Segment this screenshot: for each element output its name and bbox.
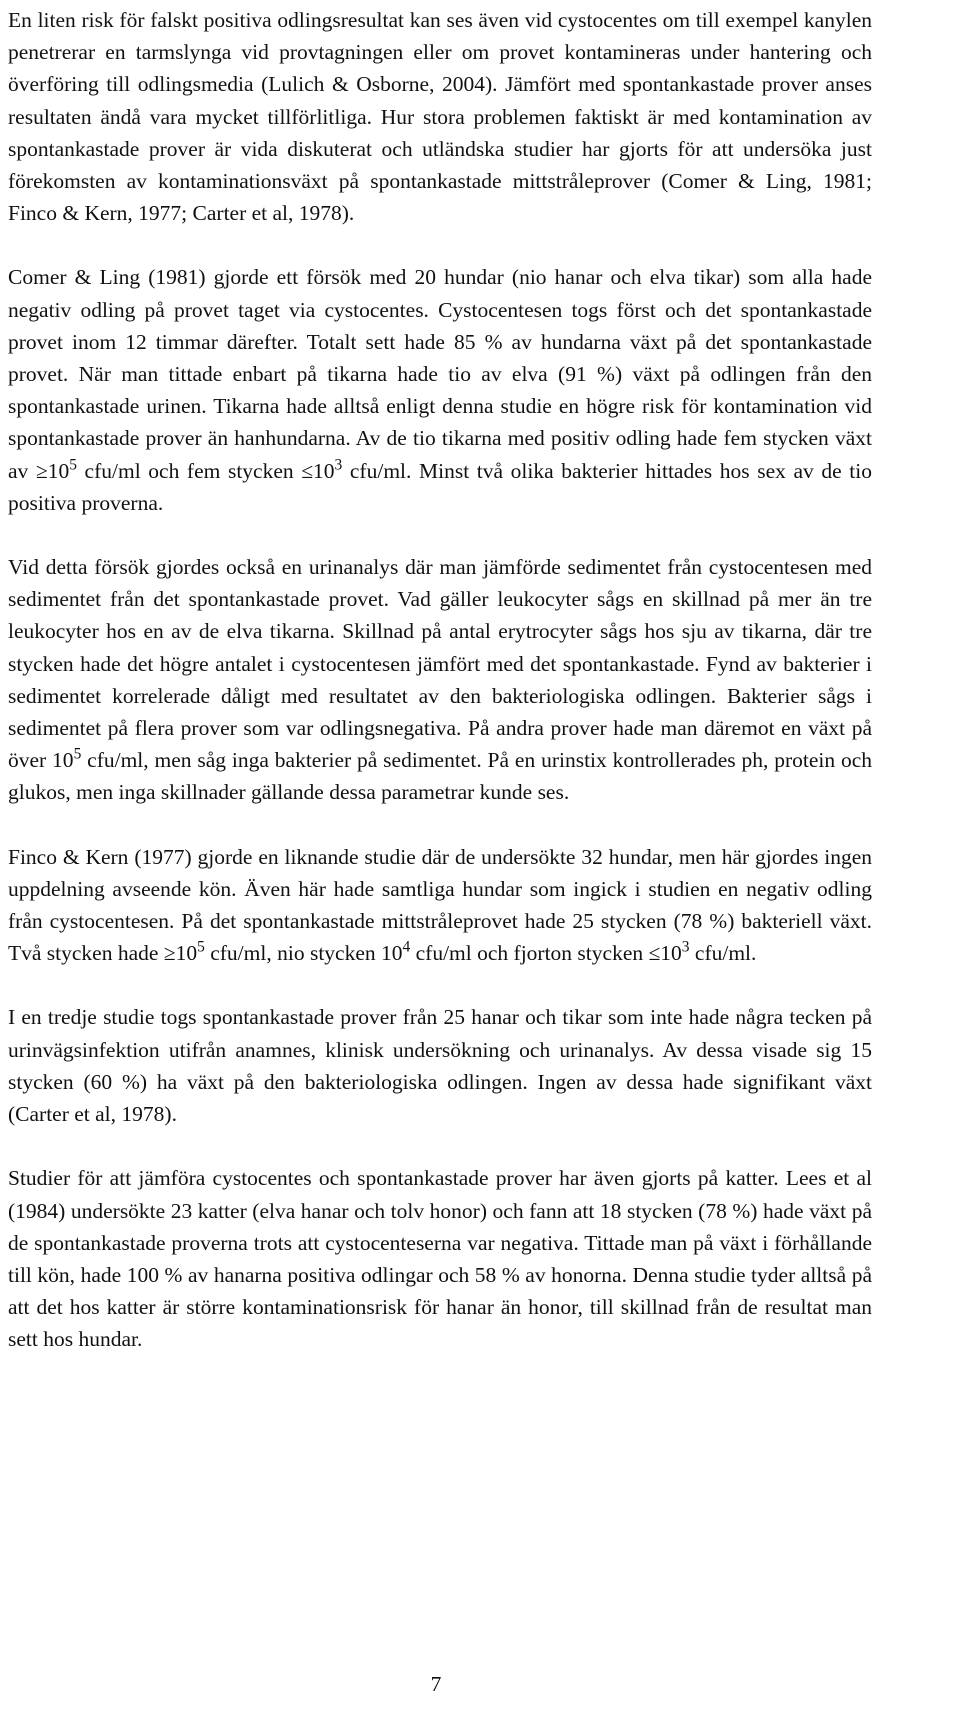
superscript-exponent: 5 xyxy=(197,938,205,956)
text-segment: cfu/ml. Minst två olika bakterier hittades hos sex av de tio positiva proverna. xyxy=(8,458,872,515)
text-segment: cfu/ml och fjorton stycken ≤10 xyxy=(410,941,682,966)
paragraph-urinalysis-comparison xyxy=(8,551,872,809)
text-segment: En liten risk för falskt positiva odlingsresultat kan ses även vid cystocentes om till exempel kanylen penetrerar en tarmslynga vid provtagningen eller om provet kontamineras under hantering och överföring till odlingsmedia (Lulich & Osborne, 2004). Jämfört med spontankastade prover anses resultaten ändå vara mycket tillförlitliga. Hur stora problemen faktiskt är med kontamination av spontankastade prover är vida diskuterat och utländska studier har gjorts för att undersöka just förekomsten av kontaminationsväxt på spontankastade mittstråleprover (Comer & Ling, 1981; Finco & Kern, 1977; Carter et al, 1978). xyxy=(8,8,872,226)
paragraph-third-study xyxy=(8,1001,872,1130)
text-segment: cfu/ml, men såg inga bakterier på sedimentet. På en urinstix kontrollerades ph, protein och glukos, men inga skillnader gällande dessa parametrar kunde ses. xyxy=(8,748,872,805)
paragraph-finco-kern-study xyxy=(8,841,872,970)
superscript-exponent: 5 xyxy=(73,745,82,763)
superscript-exponent: 5 xyxy=(69,456,77,474)
text-segment: Finco & Kern (1977) gjorde en liknande studie där de undersökte 32 hundar, men här gjordes ingen uppdelning avseende kön. Även här hade samtliga hundar som ingick i studien en negativ odling från cystocentesen. På det spontankastade mittstråleprovet hade 25 stycken (78 %) bakteriell växt. Två stycken hade ≥10 xyxy=(8,844,872,966)
text-segment: Vid detta försök gjordes också en urinanalys där man jämförde sedimentet från cystocentesen med sedimentet från det spontankastade provet. Vad gäller leukocyter sågs en skillnad på mer än tre leukocyter hos en av de elva tikarna. Skillnad på antal erytrocyter sågs hos sju av tikarna, där tre stycken hade det högre antalet i cystocentesen jämfört med det spontankastade. Fynd av bakterier i sedimentet korrelerade dåligt med resultatet av den bakteriologiska odlingen. Bakterier sågs i sedimentet på flera prover som var odlingsnegativa. På andra prover hade man däremot en växt på över 10 xyxy=(8,555,872,773)
page-number: 7 xyxy=(430,1672,442,1696)
text-segment: cfu/ml, nio stycken 10 xyxy=(204,941,403,966)
superscript-exponent: 4 xyxy=(402,938,411,956)
text-segment: cfu/ml och fem stycken ≤10 xyxy=(76,458,335,483)
text-segment: I en tredje studie togs spontankastade prover från 25 hanar och tikar som inte hade några tecken på urinvägsinfektion utifrån anamnes, klinisk undersökning och urinanalys. Av dessa visade sig 15 stycken (60 %) ha växt på den bakteriologiska odlingen. Ingen av dessa hade signifikant växt (Carter et al, 1978). xyxy=(8,1005,872,1127)
paragraph-comer-ling-study xyxy=(8,261,872,519)
text-segment: Studier för att jämföra cystocentes och spontankastade prover har även gjorts på katter. Lees et al (1984) undersökte 23 katter (elva hanar och tolv honor) och fann att 18 stycken (78 %) hade växt på de spontankastade proverna trots att cystocenteserna var negativa. Tittade man på växt i förhållande till kön, hade 100 % av hanarna positiva odlingar och 58 % av honorna. Denna studie tyder alltså på att det hos katter är större kontaminationsrisk för hanar än honor, till skillnad från de resultat man sett hos hundar. xyxy=(8,1166,872,1352)
text-segment: Comer & Ling (1981) gjorde ett försök med 20 hundar (nio hanar och elva tikar) som alla hade negativ odling på provet taget via cystocentes. Cystocentesen togs först och det spontankastade provet inom 12 timmar därefter. Totalt sett hade 85 % av hundarna växt på det spontankastade provet. När man tittade enbart på tikarna hade tio av elva (91 %) växt på odlingen från den spontankastade urinen. Tikarna hade alltså enligt denna studie en högre risk för kontamination vid spontankastade prover än hanhundarna. Av de tio tikarna med positiv odling hade fem stycken växt av ≥10 xyxy=(8,265,872,483)
superscript-exponent: 3 xyxy=(681,938,690,956)
paragraph-contamination-risk xyxy=(8,4,872,229)
text-segment: cfu/ml. xyxy=(689,941,757,966)
superscript-exponent: 3 xyxy=(334,456,343,474)
paragraph-cat-studies xyxy=(8,1162,872,1355)
